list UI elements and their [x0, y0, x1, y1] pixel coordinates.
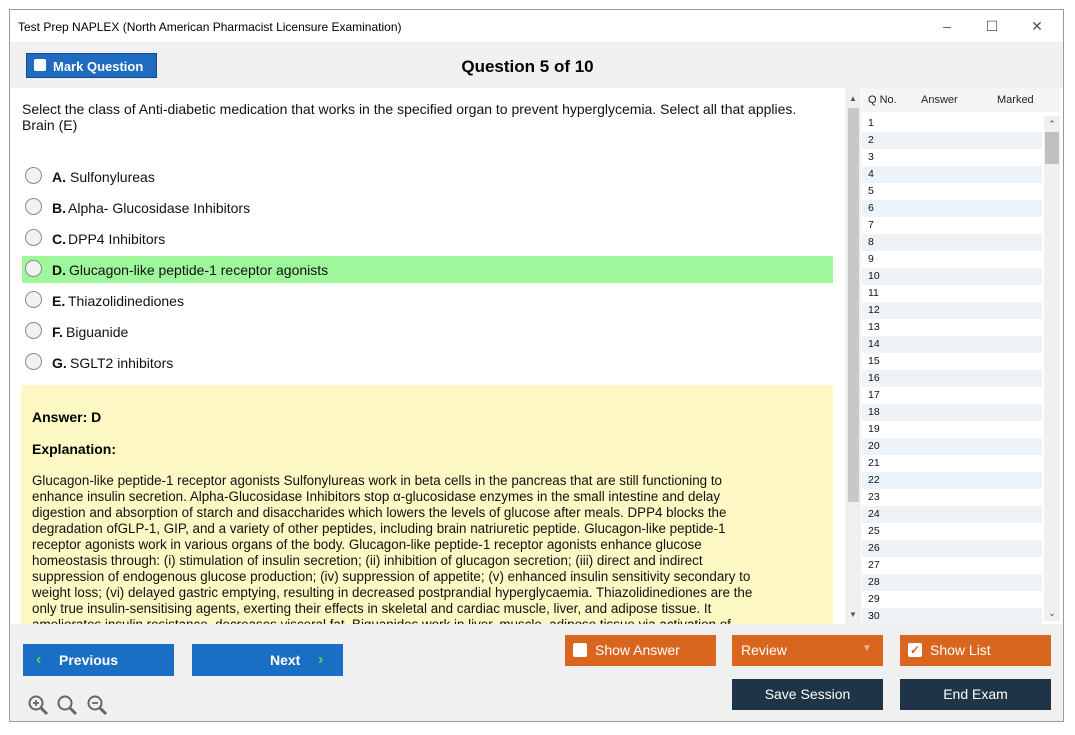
- checkbox-icon: [573, 643, 587, 657]
- scrollbar-thumb[interactable]: [848, 108, 859, 502]
- save-session-button[interactable]: Save Session: [732, 679, 883, 710]
- maximize-button[interactable]: ☐: [985, 18, 999, 34]
- question-scrollbar[interactable]: [845, 88, 861, 624]
- next-label: Next: [270, 652, 301, 668]
- radio-icon[interactable]: [25, 260, 42, 277]
- question-list-row[interactable]: 27: [868, 559, 880, 571]
- previous-label: Previous: [59, 652, 119, 668]
- explanation-line: suppression of endogenous glucose production; (iv) suppression of appetite; (v) enhanced insulin sensitivity secondary to: [32, 569, 751, 584]
- column-header-answer: Answer: [921, 94, 958, 106]
- option-text: DPP4 Inhibitors: [68, 231, 166, 247]
- option-text: Thiazolidinediones: [68, 293, 184, 309]
- option-text: Alpha- Glucosidase Inhibitors: [68, 200, 251, 216]
- option-e[interactable]: [22, 287, 833, 314]
- chevron-up-icon[interactable]: ⌃: [1048, 119, 1056, 129]
- question-list-row[interactable]: 29: [868, 593, 880, 605]
- option-letter: D.: [52, 262, 66, 278]
- option-g[interactable]: [22, 349, 833, 376]
- zoom-in-icon[interactable]: [27, 694, 49, 716]
- zoom-out-icon[interactable]: [86, 694, 108, 716]
- question-list-row[interactable]: 12: [862, 302, 1042, 319]
- option-text: Glucagon-like peptide-1 receptor agonists: [69, 262, 329, 278]
- option-text: SGLT2 inhibitors: [70, 355, 174, 371]
- question-stem-line: Select the class of Anti-diabetic medication that works in the specified organ to prevent hyperglycemia. Select all that applies.: [22, 101, 797, 117]
- explanation-line: Glucagon-like peptide-1 receptor agonists Sulfonylureas work in beta cells in the pancreas that are still functioning to: [32, 473, 723, 488]
- explanation-line: homeostasis through: (i) stimulation of insulin secretion; (ii) inhibition of glucagon secretion; (iii) direct and indirect: [32, 553, 703, 568]
- title-bar: [10, 10, 1063, 42]
- explanation-line: enhance insulin secretion. Alpha-Glucosidase Inhibitors stop α-glucosidase enzymes in the small intestine and delay: [32, 489, 721, 504]
- question-list-row[interactable]: 16: [862, 370, 1042, 387]
- chevron-left-icon: ‹: [36, 651, 42, 668]
- chevron-down-icon: ▼: [862, 643, 872, 654]
- question-stem-line: Brain (E): [22, 117, 78, 133]
- question-list-row[interactable]: 18: [862, 404, 1042, 421]
- question-list-row[interactable]: 3: [868, 151, 874, 163]
- question-list-rows: [862, 115, 1042, 625]
- option-text: Biguanide: [66, 324, 129, 340]
- option-letter: F.: [52, 324, 63, 340]
- question-stem: [22, 101, 837, 133]
- scroll-up-arrow-icon[interactable]: ▲: [849, 94, 857, 103]
- question-list-row[interactable]: 30: [862, 608, 1042, 625]
- radio-icon[interactable]: [25, 291, 42, 308]
- chevron-right-icon: ›: [318, 651, 324, 668]
- question-list-row[interactable]: 23: [868, 491, 880, 503]
- mark-question-label: Mark Question: [53, 59, 144, 74]
- scrollbar-thumb[interactable]: [1045, 132, 1059, 164]
- question-list-row[interactable]: 19: [868, 423, 880, 435]
- scroll-down-arrow-icon[interactable]: ▼: [849, 610, 857, 619]
- radio-icon[interactable]: [25, 198, 42, 215]
- question-list-row[interactable]: 1: [868, 117, 874, 129]
- question-list-row[interactable]: 24: [862, 506, 1042, 523]
- app-window: [9, 9, 1064, 722]
- question-list-row[interactable]: 17: [868, 389, 880, 401]
- explanation-label: Explanation:: [32, 441, 117, 457]
- radio-icon[interactable]: [25, 322, 42, 339]
- option-d[interactable]: [22, 256, 833, 283]
- question-list-panel: [862, 88, 1060, 624]
- window-title: Test Prep NAPLEX (North American Pharmacist Licensure Examination): [18, 20, 402, 34]
- question-list-row[interactable]: 22: [862, 472, 1042, 489]
- review-dropdown[interactable]: [732, 635, 883, 666]
- column-header-marked: Marked: [997, 94, 1034, 106]
- question-list-row[interactable]: 20: [862, 438, 1042, 455]
- question-list-header: [862, 88, 1060, 112]
- question-list-row[interactable]: 15: [868, 355, 880, 367]
- explanation-text: [32, 473, 827, 633]
- chevron-down-icon[interactable]: ⌄: [1048, 608, 1056, 618]
- radio-icon[interactable]: [25, 353, 42, 370]
- option-c[interactable]: [22, 225, 833, 252]
- question-list-row[interactable]: 10: [862, 268, 1042, 285]
- column-header-qno: Q No.: [868, 94, 897, 106]
- option-letter: A.: [52, 169, 66, 185]
- question-header: [10, 42, 1063, 88]
- question-list-row[interactable]: 28: [862, 574, 1042, 591]
- answer-explanation-panel: [21, 385, 833, 624]
- option-letter: E.: [52, 293, 66, 309]
- next-button[interactable]: [192, 644, 343, 676]
- question-list-scrollbar[interactable]: [1044, 116, 1060, 621]
- previous-button[interactable]: [23, 644, 174, 676]
- option-a[interactable]: [22, 163, 833, 190]
- question-list-row[interactable]: 21: [868, 457, 880, 469]
- question-list-row[interactable]: 4: [862, 166, 1042, 183]
- zoom-reset-icon[interactable]: [56, 694, 78, 716]
- question-list-row[interactable]: 25: [868, 525, 880, 537]
- end-exam-button[interactable]: End Exam: [900, 679, 1051, 710]
- option-f[interactable]: [22, 318, 833, 345]
- radio-icon[interactable]: [25, 229, 42, 246]
- explanation-line: degradation ofGLP-1, GIP, and a variety of other peptides, including brain natriuretic peptide. Glucagon-like peptide-1: [32, 521, 726, 536]
- footer-toolbar: [10, 624, 1063, 721]
- explanation-line: receptor agonists work in various organs of the body. Glucagon-like peptide-1 receptor agonists enhance glucose: [32, 537, 702, 552]
- answer-label: Answer: D: [32, 409, 102, 425]
- radio-icon[interactable]: [25, 167, 42, 184]
- option-letter: C.: [52, 231, 66, 247]
- show-answer-toggle[interactable]: [565, 635, 716, 666]
- explanation-line: digestion and absorption of starch and disaccharides which lowers the levels of glucose after meals. DPP4 blocks the: [32, 505, 727, 520]
- question-list-row[interactable]: 2: [862, 132, 1042, 149]
- question-list-row[interactable]: 8: [862, 234, 1042, 251]
- question-list-row[interactable]: 7: [868, 219, 874, 231]
- question-counter: Question 5 of 10: [461, 57, 594, 76]
- question-list-row[interactable]: 6: [862, 200, 1042, 217]
- show-answer-label: Show Answer: [595, 642, 680, 658]
- show-list-label: Show List: [930, 642, 991, 658]
- close-button[interactable]: ✕: [1031, 18, 1043, 34]
- question-list-row[interactable]: 13: [868, 321, 880, 333]
- option-b[interactable]: [22, 194, 833, 221]
- explanation-line: weight loss; (vi) delayed gastric emptying, resulting in decreased postprandial hyperglycaemia. Thiazolidinediones are the: [32, 585, 753, 600]
- review-label: Review: [741, 642, 787, 658]
- question-pane: [10, 88, 845, 624]
- explanation-line: only true insulin-sensitising agents, exerting their effects in skeletal and cardiac muscle, liver, and adipose tissue. It: [32, 601, 712, 616]
- option-text: Sulfonylureas: [70, 169, 155, 185]
- question-list-row[interactable]: 26: [862, 540, 1042, 557]
- question-list-row[interactable]: 11: [868, 287, 879, 299]
- question-list-row[interactable]: 5: [868, 185, 874, 197]
- option-letter: B.: [52, 200, 66, 216]
- minimize-button[interactable]: –: [943, 18, 951, 34]
- show-list-toggle[interactable]: [900, 635, 1051, 666]
- checkmark-icon: ✓: [909, 643, 921, 657]
- question-list-row[interactable]: 9: [868, 253, 874, 265]
- question-list-row[interactable]: 14: [862, 336, 1042, 353]
- option-letter: G.: [52, 355, 67, 371]
